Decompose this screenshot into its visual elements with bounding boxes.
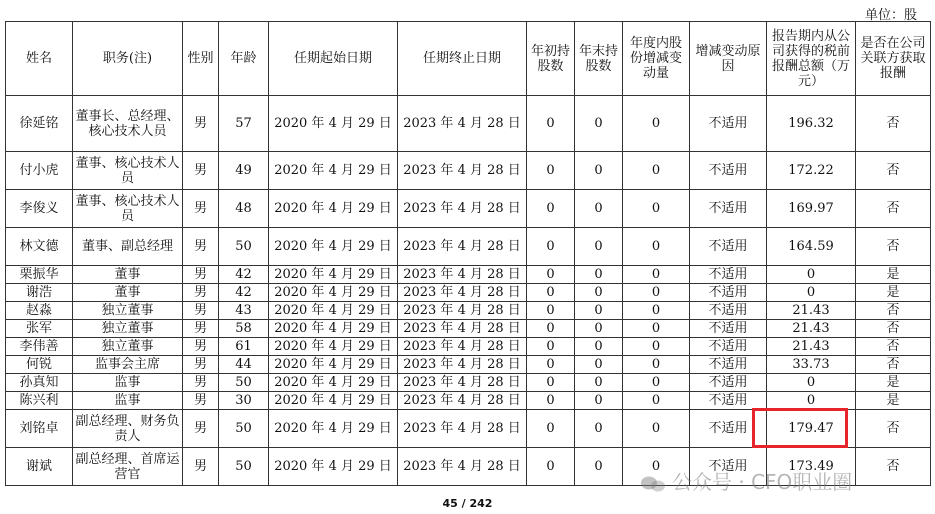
cell-change-reason: 不适用: [690, 266, 767, 284]
cell-pretax-pay: 0: [767, 266, 856, 284]
cell-gender: 男: [183, 284, 219, 302]
header-age: 年龄: [219, 22, 269, 96]
cell-end-shares: 0: [575, 374, 623, 392]
cell-pretax-pay: 172.22: [767, 152, 856, 190]
cell-end-shares: 0: [575, 266, 623, 284]
cell-share-change: 0: [623, 448, 690, 486]
cell-related-party: 否: [856, 338, 931, 356]
table-row: [6, 320, 931, 338]
cell-gender: 男: [183, 374, 219, 392]
cell-change-reason: 不适用: [690, 374, 767, 392]
cell-age: 42: [219, 284, 269, 302]
cell-name: 谢浩: [6, 284, 73, 302]
table-row: [6, 392, 931, 410]
cell-term-start: 2020 年 4 月 29 日: [269, 448, 398, 486]
cell-position: 董事长、总经理、核心技术人员: [73, 96, 183, 152]
table-row: [6, 338, 931, 356]
table-row: [6, 96, 931, 152]
cell-end-shares: 0: [575, 320, 623, 338]
cell-position: 董事: [73, 284, 183, 302]
cell-share-change: 0: [623, 374, 690, 392]
cell-gender: 男: [183, 338, 219, 356]
cell-related-party: 否: [856, 320, 931, 338]
cell-position: 监事会主席: [73, 356, 183, 374]
cell-end-shares: 0: [575, 448, 623, 486]
cell-position: 董事、副总经理: [73, 228, 183, 266]
cell-pretax-pay: 169.97: [767, 190, 856, 228]
cell-begin-shares: 0: [527, 448, 575, 486]
cell-age: 57: [219, 96, 269, 152]
cell-gender: 男: [183, 190, 219, 228]
cell-related-party: 否: [856, 410, 931, 448]
cell-share-change: 0: [623, 356, 690, 374]
cell-share-change: 0: [623, 228, 690, 266]
cell-pretax-pay: 0: [767, 374, 856, 392]
cell-share-change: 0: [623, 302, 690, 320]
cell-gender: 男: [183, 228, 219, 266]
cell-begin-shares: 0: [527, 152, 575, 190]
cell-name: 李伟善: [6, 338, 73, 356]
cell-gender: 男: [183, 448, 219, 486]
cell-share-change: 0: [623, 266, 690, 284]
table-row: [6, 302, 931, 320]
cell-name: 陈兴利: [6, 392, 73, 410]
page-number: 45 / 242: [442, 497, 493, 510]
cell-pretax-pay: 164.59: [767, 228, 856, 266]
cell-term-end: 2023 年 4 月 28 日: [398, 392, 527, 410]
cell-position: 独立董事: [73, 302, 183, 320]
cell-position: 监事: [73, 392, 183, 410]
cell-position: 监事: [73, 374, 183, 392]
cell-change-reason: 不适用: [690, 338, 767, 356]
cell-name: 李俊义: [6, 190, 73, 228]
cell-name: 何锐: [6, 356, 73, 374]
cell-share-change: 0: [623, 320, 690, 338]
cell-position: 独立董事: [73, 320, 183, 338]
cell-position: 独立董事: [73, 338, 183, 356]
cell-term-end: 2023 年 4 月 28 日: [398, 96, 527, 152]
cell-related-party: 否: [856, 356, 931, 374]
cell-position: 董事、核心技术人员: [73, 190, 183, 228]
cell-related-party: 是: [856, 374, 931, 392]
cell-name: 张军: [6, 320, 73, 338]
cell-end-shares: 0: [575, 410, 623, 448]
cell-change-reason: 不适用: [690, 284, 767, 302]
cell-pretax-pay: 196.32: [767, 96, 856, 152]
cell-change-reason: 不适用: [690, 448, 767, 486]
cell-name: 孙真知: [6, 374, 73, 392]
cell-age: 50: [219, 374, 269, 392]
header-gender: 性别: [183, 22, 219, 96]
header-pretax-pay: 报告期内从公司获得的税前报酬总额（万元）: [767, 22, 856, 96]
cell-share-change: 0: [623, 284, 690, 302]
cell-term-start: 2020 年 4 月 29 日: [269, 356, 398, 374]
cell-begin-shares: 0: [527, 410, 575, 448]
cell-begin-shares: 0: [527, 338, 575, 356]
cell-share-change: 0: [623, 410, 690, 448]
cell-end-shares: 0: [575, 356, 623, 374]
cell-related-party: 是: [856, 392, 931, 410]
table-row: [6, 190, 931, 228]
cell-name: 付小虎: [6, 152, 73, 190]
cell-end-shares: 0: [575, 152, 623, 190]
cell-related-party: 是: [856, 266, 931, 284]
cell-term-end: 2023 年 4 月 28 日: [398, 448, 527, 486]
cell-name: 谢斌: [6, 448, 73, 486]
cell-end-shares: 0: [575, 190, 623, 228]
cell-begin-shares: 0: [527, 96, 575, 152]
table-header-row: [6, 22, 931, 96]
cell-term-start: 2020 年 4 月 29 日: [269, 190, 398, 228]
cell-gender: 男: [183, 96, 219, 152]
cell-end-shares: 0: [575, 96, 623, 152]
cell-pretax-pay: 21.43: [767, 338, 856, 356]
cell-change-reason: 不适用: [690, 190, 767, 228]
cell-change-reason: 不适用: [690, 356, 767, 374]
cell-name: 栗振华: [6, 266, 73, 284]
cell-term-end: 2023 年 4 月 28 日: [398, 374, 527, 392]
cell-name: 赵淼: [6, 302, 73, 320]
cell-term-end: 2023 年 4 月 28 日: [398, 190, 527, 228]
cell-term-start: 2020 年 4 月 29 日: [269, 410, 398, 448]
cell-term-end: 2023 年 4 月 28 日: [398, 228, 527, 266]
header-term-start: 任期起始日期: [269, 22, 398, 96]
cell-begin-shares: 0: [527, 190, 575, 228]
header-share-change: 年度内股份增减变动量: [623, 22, 690, 96]
cell-pretax-pay: 179.47: [767, 410, 856, 448]
cell-gender: 男: [183, 266, 219, 284]
cell-related-party: 否: [856, 302, 931, 320]
cell-end-shares: 0: [575, 302, 623, 320]
header-term-end: 任期终止日期: [398, 22, 527, 96]
cell-change-reason: 不适用: [690, 96, 767, 152]
cell-change-reason: 不适用: [690, 410, 767, 448]
cell-age: 49: [219, 152, 269, 190]
header-related-party-pay: 是否在公司关联方获取报酬: [856, 22, 931, 96]
cell-age: 44: [219, 356, 269, 374]
cell-term-start: 2020 年 4 月 29 日: [269, 266, 398, 284]
cell-term-start: 2020 年 4 月 29 日: [269, 338, 398, 356]
cell-pretax-pay: 0: [767, 392, 856, 410]
cell-begin-shares: 0: [527, 302, 575, 320]
cell-change-reason: 不适用: [690, 302, 767, 320]
cell-share-change: 0: [623, 152, 690, 190]
cell-pretax-pay: 21.43: [767, 302, 856, 320]
watermark-text: 公众号 · CFO职业圈: [672, 470, 853, 494]
cell-share-change: 0: [623, 392, 690, 410]
cell-position: 董事: [73, 266, 183, 284]
cell-share-change: 0: [623, 338, 690, 356]
cell-begin-shares: 0: [527, 356, 575, 374]
cell-pretax-pay: 21.43: [767, 320, 856, 338]
cell-term-end: 2023 年 4 月 28 日: [398, 338, 527, 356]
cell-begin-shares: 0: [527, 284, 575, 302]
cell-age: 42: [219, 266, 269, 284]
cell-begin-shares: 0: [527, 266, 575, 284]
header-end-shares: 年末持股数: [575, 22, 623, 96]
table-row: [6, 284, 931, 302]
cell-age: 50: [219, 410, 269, 448]
cell-related-party: 否: [856, 190, 931, 228]
cell-name: 刘铭卓: [6, 410, 73, 448]
cell-gender: 男: [183, 410, 219, 448]
cell-term-end: 2023 年 4 月 28 日: [398, 410, 527, 448]
cell-change-reason: 不适用: [690, 228, 767, 266]
cell-change-reason: 不适用: [690, 320, 767, 338]
previous-heading-fragment: [8, 0, 103, 7]
cell-begin-shares: 0: [527, 374, 575, 392]
highlight-box: [752, 408, 848, 448]
cell-related-party: 否: [856, 228, 931, 266]
cell-term-end: 2023 年 4 月 28 日: [398, 356, 527, 374]
cell-gender: 男: [183, 320, 219, 338]
cell-term-start: 2020 年 4 月 29 日: [269, 392, 398, 410]
table-row: [6, 152, 931, 190]
watermark: [640, 466, 852, 495]
cell-term-end: 2023 年 4 月 28 日: [398, 320, 527, 338]
cell-change-reason: 不适用: [690, 392, 767, 410]
cell-position: 董事、核心技术人员: [73, 152, 183, 190]
cell-term-start: 2020 年 4 月 29 日: [269, 284, 398, 302]
chat-bubble-icon: [640, 475, 666, 493]
table-row: [6, 356, 931, 374]
cell-term-start: 2020 年 4 月 29 日: [269, 228, 398, 266]
cell-related-party: 否: [856, 152, 931, 190]
cell-related-party: 是: [856, 284, 931, 302]
cell-begin-shares: 0: [527, 392, 575, 410]
cell-begin-shares: 0: [527, 320, 575, 338]
cell-term-start: 2020 年 4 月 29 日: [269, 96, 398, 152]
cell-end-shares: 0: [575, 284, 623, 302]
table-row: [6, 374, 931, 392]
header-begin-shares: 年初持股数: [527, 22, 575, 96]
cell-term-end: 2023 年 4 月 28 日: [398, 302, 527, 320]
table-row: [6, 266, 931, 284]
cell-gender: 男: [183, 392, 219, 410]
cell-term-end: 2023 年 4 月 28 日: [398, 284, 527, 302]
cell-term-start: 2020 年 4 月 29 日: [269, 302, 398, 320]
cell-gender: 男: [183, 356, 219, 374]
cell-share-change: 0: [623, 96, 690, 152]
cell-end-shares: 0: [575, 392, 623, 410]
cell-age: 61: [219, 338, 269, 356]
cell-term-start: 2020 年 4 月 29 日: [269, 320, 398, 338]
cell-gender: 男: [183, 152, 219, 190]
cell-pretax-pay: 173.49: [767, 448, 856, 486]
cell-term-end: 2023 年 4 月 28 日: [398, 266, 527, 284]
cell-age: 50: [219, 228, 269, 266]
cell-share-change: 0: [623, 190, 690, 228]
cell-term-start: 2020 年 4 月 29 日: [269, 374, 398, 392]
cell-position: 副总经理、财务负责人: [73, 410, 183, 448]
cell-related-party: 否: [856, 96, 931, 152]
header-name: 姓名: [6, 22, 73, 96]
unit-label: 单位：股: [864, 8, 917, 23]
cell-term-start: 2020 年 4 月 29 日: [269, 152, 398, 190]
cell-begin-shares: 0: [527, 228, 575, 266]
cell-age: 50: [219, 448, 269, 486]
cell-name: 徐延铭: [6, 96, 73, 152]
cell-end-shares: 0: [575, 228, 623, 266]
cell-age: 58: [219, 320, 269, 338]
cell-age: 30: [219, 392, 269, 410]
cell-term-end: 2023 年 4 月 28 日: [398, 152, 527, 190]
cell-end-shares: 0: [575, 338, 623, 356]
cell-related-party: 否: [856, 448, 931, 486]
cell-gender: 男: [183, 302, 219, 320]
cell-change-reason: 不适用: [690, 152, 767, 190]
cell-name: 林文德: [6, 228, 73, 266]
table-row: [6, 228, 931, 266]
cell-age: 48: [219, 190, 269, 228]
header-position: 职务(注): [73, 22, 183, 96]
cell-position: 副总经理、首席运营官: [73, 448, 183, 486]
cell-pretax-pay: 33.73: [767, 356, 856, 374]
cell-pretax-pay: 0: [767, 284, 856, 302]
cell-age: 43: [219, 302, 269, 320]
header-change-reason: 增减变动原因: [690, 22, 767, 96]
